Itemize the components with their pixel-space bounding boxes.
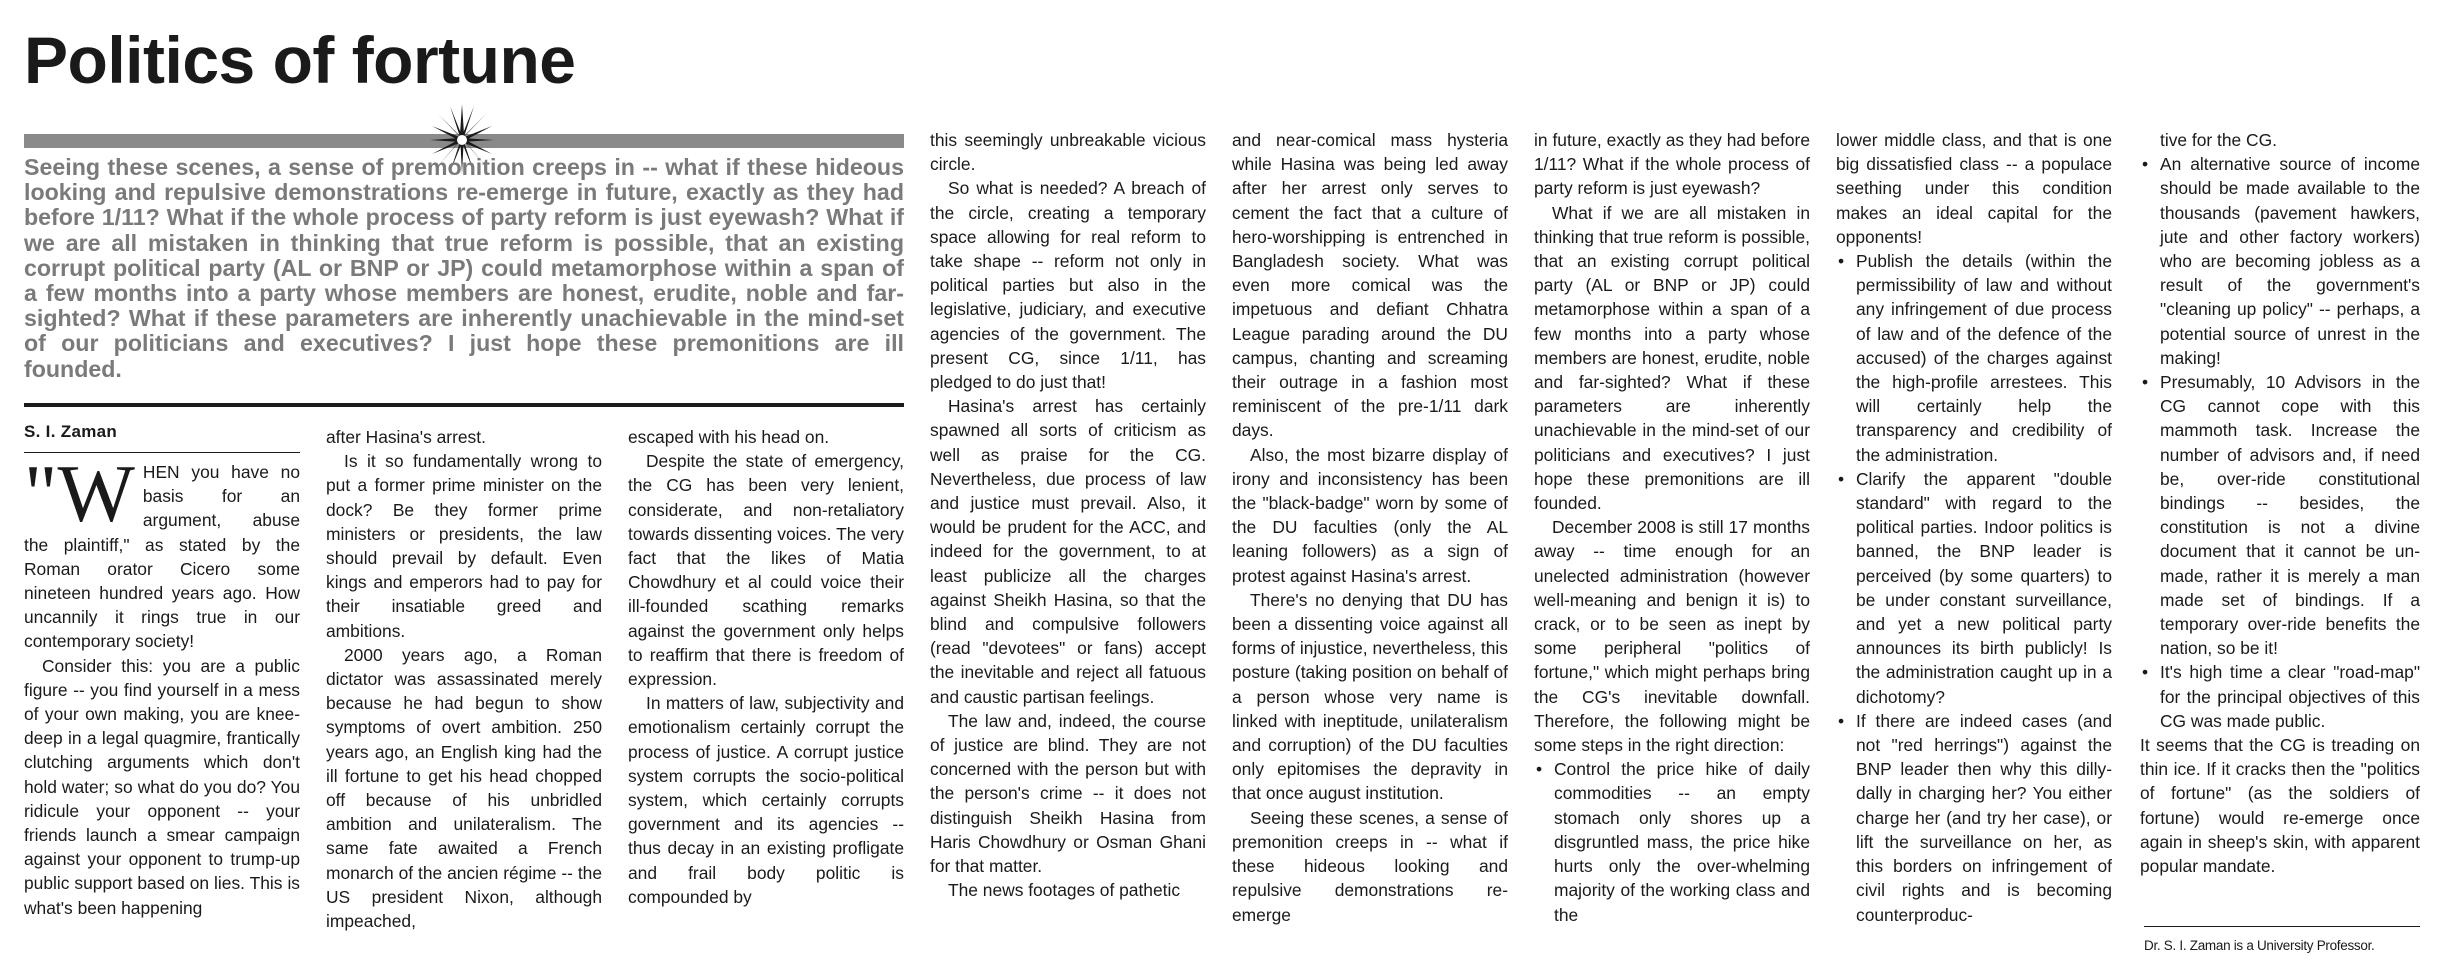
author-footnote: Dr. S. I. Zaman is a University Professor. [2144, 938, 2375, 953]
paragraph: Seeing these scenes, a sense of premonition creeps in -- what if these hideous looking and repulsive demonstrations re-emerge [1232, 807, 1508, 925]
column-3 [628, 425, 904, 909]
column-4 [930, 128, 1206, 903]
bullet-item: • Publish the details (within the permissibility of law and without any infringement of due process of law and of the defence of the accused) of the charges against the high-profile arrestees. This will certainly help the transparency and credibility of the administration. [1836, 249, 2112, 467]
bullet-item: • If there are indeed cases (and not "red herrings") against the BNP leader then why this dilly-dally in charging her? You either charge her (and try her case), or lift the surveillance on her, as this borders on infringement of civil rights and is becoming counterproduc- [1836, 709, 2112, 927]
paragraph: Also, the most bizarre display of irony and inconsistency has been the "black-badge" worn by some of the DU faculties (only the AL leaning followers) as a sign of protest against Hasina's arrest. [1232, 444, 1508, 586]
paragraph: "W HEN you have no basis for an argument, abuse the plaintiff," as stated by the Roman orator Cicero some nineteen hundred years ago. How uncannily it rings true in our contemporary society! [24, 448, 300, 652]
drop-cap: "W [24, 448, 135, 539]
paragraph: Consider this: you are a public figure -- you find yourself in a mess of your own making, you are knee-deep in a legal quagmire, frantically clutching arguments which don't hold water; so what do you do? You ridicule your opponent -- your friends launch a smear campaign against your opponent to trump-up public support based on lies. This is what's been happening [24, 655, 300, 918]
paragraph: escaped with his head on. [628, 427, 830, 447]
column-8 [2140, 128, 2420, 878]
paragraph: It seems that the CG is treading on thin ice. If it cracks then the "politics of fortune" (as the soldiers of fortune) would re-emerge once again in sheep's skin, with apparent popular mandate. [2140, 735, 2420, 877]
paragraph: tive for the CG. [2160, 130, 2277, 150]
paragraph: this seemingly unbreakable vicious circle. [930, 130, 1206, 175]
paragraph: So what is needed? A breach of the circle, creating a temporary space allowing for real reform to take shape -- reform not only in political parties but also in the legislative, judiciary, and executive agencies of the government. The present CG, since 1/11, has pledged to do just that! [930, 178, 1206, 393]
pull-quote: Seeing these scenes, a sense of premonition creeps in -- what if these hideous looking and repulsive demonstrations re-emerge in future, exactly as they had before 1/11? What if the whole process of party reform is just eyewash? What if we are all mistaken in thinking that true reform is possible, that an existing corrupt political party (AL or BNP or JP) could metamorphose within a span of a few months into a party whose members are honest, erudite, noble and far-sighted? What if these parameters are inherently unachievable in the mind-set of our politicians and executives? I just hope these premonitions are ill founded. [24, 154, 904, 382]
footnote-rule [2144, 926, 2420, 927]
paragraph: after Hasina's arrest. [326, 427, 486, 447]
paragraph: lower middle class, and that is one big dissatisfied class -- a populace seething under this condition makes an ideal capital for the opponents! [1836, 130, 2112, 247]
column-7 [1836, 128, 2112, 927]
bullet-item: • An alternative source of income should be made available to the thousands (pavement hawkers, jute and other factory workers) who are becoming jobless as a result of the government's "cleaning up policy" -- perhaps, a potential source of unrest in the making! [2140, 152, 2420, 370]
bullet-item: • Clarify the apparent "double standard" with regard to the political parties. Indoor politics is banned, the BNP leader is perceived (by some quarters) to be under constant surveillance, and yet a new political party announces its birth publicly! Is the administration caught up in a dichotomy? [1836, 467, 2112, 709]
drop-cap-quote: " [24, 448, 58, 539]
bullet-item: • Presumably, 10 Advisors in the CG cannot cope with this mammoth task. Increase the number of advisors and, if need be, over-ride constitutional bindings -- besides, the constitution is not a divine document that it cannot be un-made, rather it is merely a man made set of bindings. If a temporary over-ride benefits the nation, so be it! [2140, 370, 2420, 660]
column-5 [1232, 128, 1508, 927]
paragraph: in future, exactly as they had before 1/11? What if the whole process of party reform is just eyewash? [1534, 130, 1810, 199]
paragraph: 2000 years ago, a Roman dictator was assassinated merely because he had begun to show symptoms of overt ambition. 250 years ago, an English king had the ill fortune to get his head chopped off because of his unbridled ambition and unilateralism. The same fate awaited a French monarch of the ancien régime -- the US president Nixon, although impeached, [326, 644, 602, 932]
paragraph: What if we are all mistaken in thinking that true reform is possible, that an existing corrupt political party (AL or BNP or JP) could metamorphose within a span of a few months into a party whose members are honest, erudite, noble and far-sighted? What if these parameters are inherently unachievable in the mind-set of our politicians and executives? I just hope these premonitions are ill founded. [1534, 202, 1810, 514]
bullet-list [1836, 249, 2112, 927]
bullet-list [2140, 152, 2420, 733]
paragraph: The news footages of pathetic [948, 880, 1181, 901]
column-1 [24, 448, 300, 920]
paragraph: In matters of law, subjectivity and emotionalism certainly corrupt the process of justice. A corrupt justice system corrupts the socio-political system, which certainly corrupts government and its agencies -- thus decay in an existing profligate and frail body politic is compounded by [628, 693, 904, 907]
byline: S. I. Zaman [24, 422, 118, 441]
paragraph: Despite the state of emergency, the CG has been very lenient, considerate, and non-retaliatory towards dissenting voices. The very fact that the likes of Matia Chowdhury et al could voice their ill-founded scathing remarks against the government only helps to reaffirm that there is freedom of expression. [628, 451, 904, 690]
paragraph: Hasina's arrest has certainly spawned all sorts of criticism as well as praise for the CG. Nevertheless, due process of law and justice must prevail. Also, it would be prudent for the ACC, and indeed for the government, to at least publicize all the charges against Sheikh Hasina, so that the blind and compulsive followers (read "devotees" or fans) accept the inevitable and reject all fatuous and caustic partisan feelings. [930, 396, 1206, 707]
paragraph: The law and, indeed, the course of justice are blind. They are not concerned with the person but with the person's crime -- it does not distinguish Sheikh Hasina from Haris Chowdhury or Osman Ghani for that matter. [930, 710, 1206, 877]
column-2 [326, 425, 602, 933]
bullet-list [1534, 757, 1810, 926]
column-6 [1534, 128, 1810, 927]
bullet-item: • Control the price hike of daily commodities -- an empty stomach only shores up a disgruntled mass, the price hike hurts only the over-whelming majority of the working class and the [1534, 757, 1810, 926]
divider-rule [24, 403, 904, 407]
paragraph: There's no denying that DU has been a dissenting voice against all forms of injustice, nevertheless, this posture (taking position on behalf of a person whose very name is linked with ineptitude, unilateralism and corruption) of the DU faculties only epitomises the depravity in that once august institution. [1232, 589, 1508, 804]
paragraph: December 2008 is still 17 months away -- time enough for an unelected administration (however well-meaning and benign it is) to crack, or to be seen as inept by some peripheral "politics of fortune," which might perhaps bring the CG's inevitable downfall. Therefore, the following might be some steps in the right direction: [1534, 517, 1810, 756]
paragraph: Is it so fundamentally wrong to put a former prime minister on the dock? Be they former prime ministers or presidents, the law should prevail by default. Even kings and emperors had to pay for their insatiable greed and ambitions. [326, 451, 602, 641]
paragraph: and near-comical mass hysteria while Hasina was being led away after her arrest only serves to cement the fact that a culture of hero-worshipping is entrenched in Bangladesh society. What was even more comical was the impetuous and defiant Chhatra League parading around the DU campus, chanting and screaming their outrage in a fashion most reminiscent of the pre-1/11 dark days. [1232, 130, 1508, 441]
bullet-item: • It's high time a clear "road-map" for the principal objectives of this CG was made public. [2140, 660, 2420, 733]
headline: Politics of fortune [24, 23, 576, 97]
